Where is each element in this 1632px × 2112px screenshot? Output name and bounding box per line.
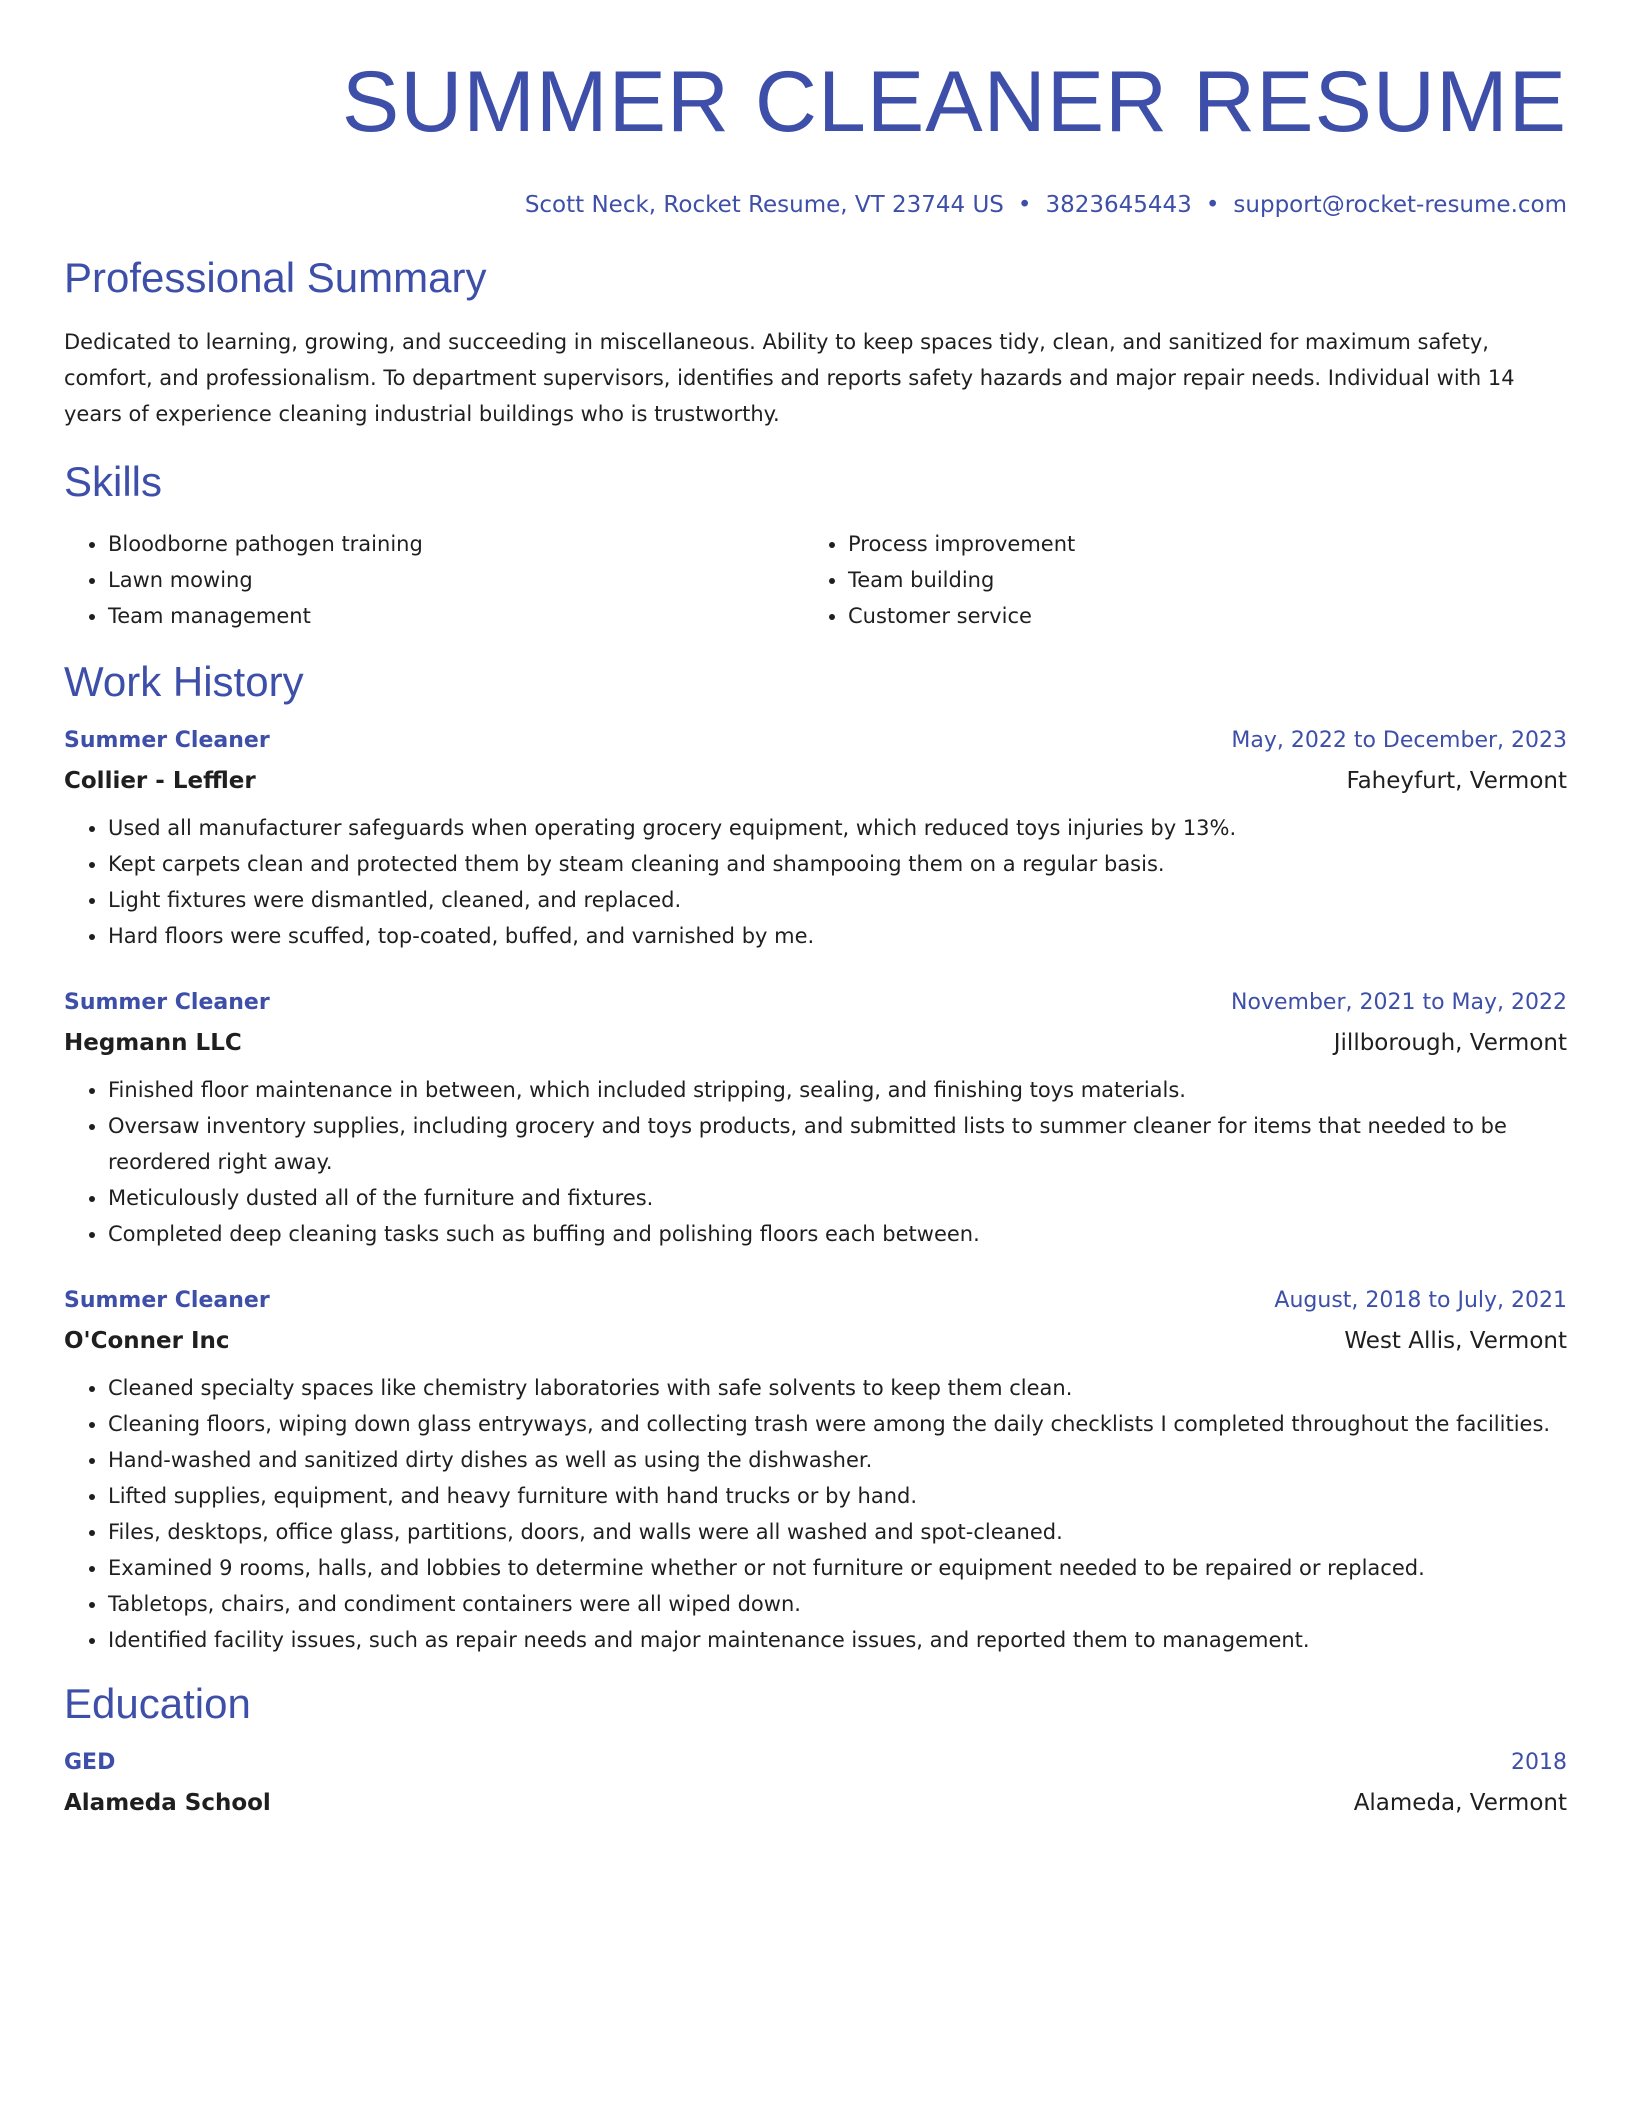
job-bullet: • Lifted supplies, equipment, and heavy furniture with hand trucks or by hand.	[108, 1478, 1567, 1514]
section-title-work-history: Work History	[64, 658, 304, 705]
skill-item: • Lawn mowing	[108, 562, 804, 598]
contact-line	[64, 190, 1567, 220]
contact-email: support@rocket-resume.com	[1233, 192, 1567, 218]
resume-title: SUMMER CLEANER RESUME	[341, 54, 1567, 150]
education-entry	[64, 1748, 1567, 1818]
job-location: West Allis, Vermont	[1344, 1328, 1567, 1354]
section-title-summary: Professional Summary	[64, 254, 487, 301]
job-dates: August, 2018 to July, 2021	[1274, 1288, 1567, 1313]
job-location: Faheyfurt, Vermont	[1346, 768, 1567, 794]
job-bullet: • Hand-washed and sanitized dirty dishes as well as using the dishwasher.	[108, 1442, 1567, 1478]
education-section	[64, 1680, 1567, 1818]
job-bullets	[64, 1370, 1567, 1658]
job-bullet: • Examined 9 rooms, halls, and lobbies to determine whether or not furniture or equipment needed to be repaired or replaced.	[108, 1550, 1567, 1586]
job-bullet: • Cleaned specialty spaces like chemistry laboratories with safe solvents to keep them clean.	[108, 1370, 1567, 1406]
job-bullet: • Used all manufacturer safeguards when operating grocery equipment, which reduced toys injuries by 13%.	[108, 810, 1567, 846]
skill-item: • Team building	[848, 562, 1544, 598]
job-bullet: • Hard floors were scuffed, top-coated, buffed, and varnished by me.	[108, 918, 1567, 954]
job-entry	[64, 1286, 1567, 1658]
job-location: Jillborough, Vermont	[1333, 1030, 1567, 1056]
job-dates: May, 2022 to December, 2023	[1231, 728, 1567, 753]
job-title: Summer Cleaner	[64, 728, 270, 753]
job-bullet: • Completed deep cleaning tasks such as buffing and polishing floors each between.	[108, 1216, 1567, 1252]
job-bullet: • Files, desktops, office glass, partitions, doors, and walls were all washed and spot-cleaned.	[108, 1514, 1567, 1550]
skill-item: • Customer service	[848, 598, 1544, 634]
job-bullets	[64, 810, 1567, 954]
contact-separator: •	[1017, 192, 1032, 218]
education-year: 2018	[1511, 1750, 1567, 1775]
job-title: Summer Cleaner	[64, 990, 270, 1015]
section-title-education: Education	[64, 1680, 251, 1727]
skills-column-left	[64, 526, 804, 634]
contact-address: Scott Neck, Rocket Resume, VT 23744 US	[524, 192, 1004, 218]
contact-separator: •	[1205, 192, 1220, 218]
resume-header	[64, 52, 1567, 220]
job-bullet: • Tabletops, chairs, and condiment containers were all wiped down.	[108, 1586, 1567, 1622]
job-bullet: • Identified facility issues, such as repair needs and major maintenance issues, and reported them to management.	[108, 1622, 1567, 1658]
job-bullet: • Meticulously dusted all of the furniture and fixtures.	[108, 1180, 1567, 1216]
job-bullet: • Cleaning floors, wiping down glass entryways, and collecting trash were among the daily checklists I completed throughout the facilities.	[108, 1406, 1567, 1442]
skills-list	[64, 526, 1567, 634]
job-company: Collier - Leffler	[64, 768, 256, 794]
job-bullets	[64, 1072, 1567, 1252]
summary-section	[64, 254, 1567, 432]
job-bullet: • Oversaw inventory supplies, including grocery and toys products, and submitted lists to summer cleaner for items that needed to be reordered right away.	[108, 1108, 1567, 1180]
skill-item: • Team management	[108, 598, 804, 634]
job-dates: November, 2021 to May, 2022	[1231, 990, 1567, 1015]
summary-text: Dedicated to learning, growing, and succeeding in miscellaneous. Ability to keep spaces tidy, clean, and sanitized for maximum safety, comfort, and professionalism. To department supervisors, identifies and reports safety hazards and major repair needs. Individual with 14 years of experience cleaning industrial buildings who is trustworthy.	[64, 330, 1515, 426]
education-location: Alameda, Vermont	[1353, 1790, 1567, 1816]
skills-section	[64, 458, 1567, 634]
work-history-section	[64, 658, 1567, 1658]
skill-item: • Process improvement	[848, 526, 1544, 562]
job-company: Hegmann LLC	[64, 1030, 242, 1056]
job-entry	[64, 988, 1567, 1252]
contact-phone: 3823645443	[1045, 192, 1192, 218]
education-school: Alameda School	[64, 1790, 271, 1816]
education-degree: GED	[64, 1750, 116, 1775]
section-title-skills: Skills	[64, 458, 163, 505]
job-title: Summer Cleaner	[64, 1288, 270, 1313]
skill-item: • Bloodborne pathogen training	[108, 526, 804, 562]
job-bullet: • Kept carpets clean and protected them by steam cleaning and shampooing them on a regular basis.	[108, 846, 1567, 882]
job-entry	[64, 726, 1567, 954]
job-company: O'Conner Inc	[64, 1328, 230, 1354]
skills-column-right	[804, 526, 1544, 634]
job-bullet: • Light fixtures were dismantled, cleaned, and replaced.	[108, 882, 1567, 918]
job-bullet: • Finished floor maintenance in between, which included stripping, sealing, and finishing toys materials.	[108, 1072, 1567, 1108]
